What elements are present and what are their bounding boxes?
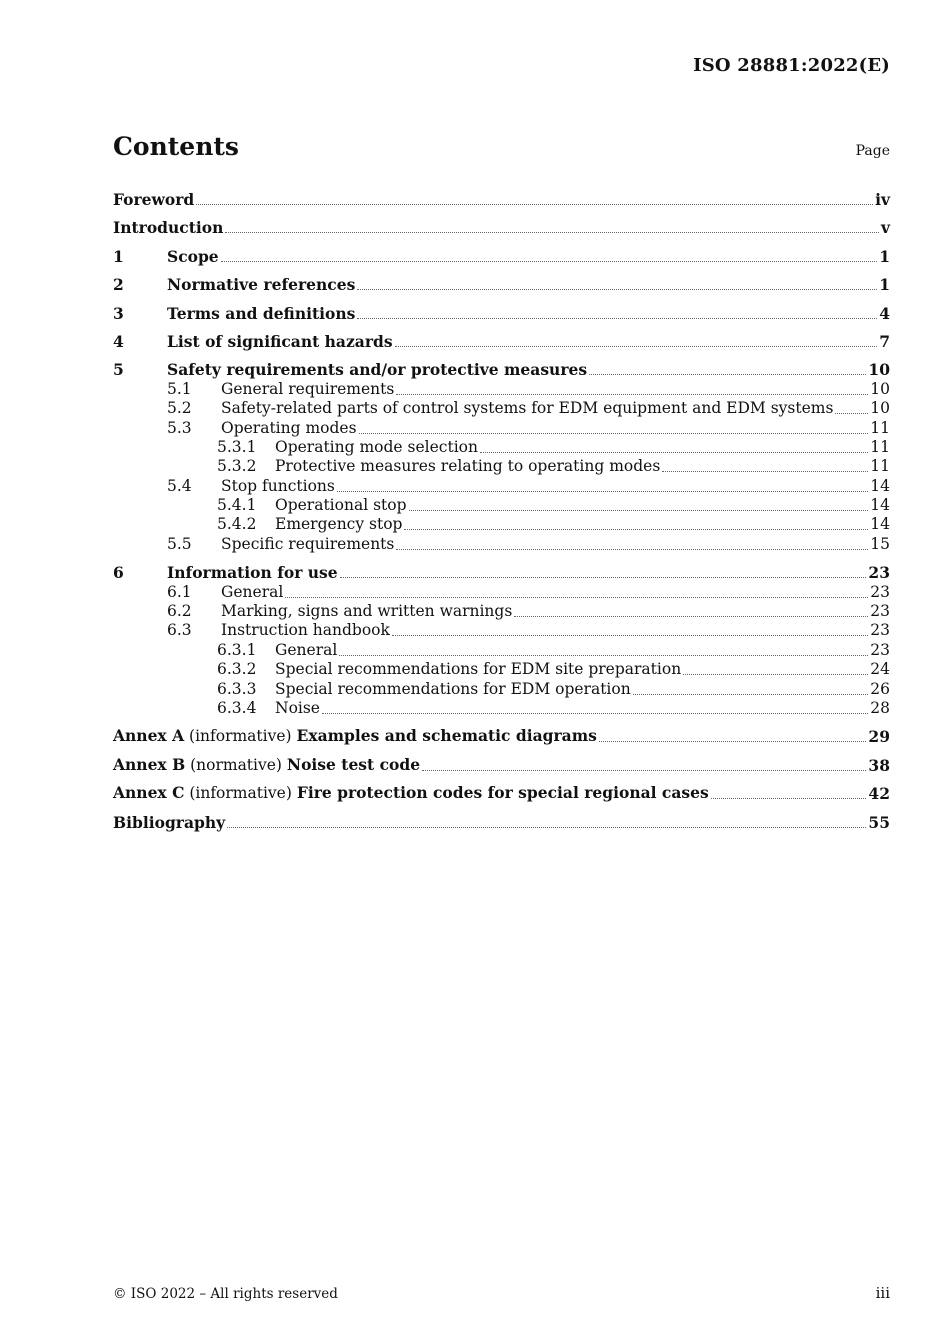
- toc-entry[interactable]: [113, 582, 890, 601]
- toc-entry[interactable]: [113, 602, 890, 621]
- toc-entry[interactable]: [113, 323, 890, 351]
- toc-entry-number: 6.3.4: [217, 698, 257, 717]
- toc-entry[interactable]: [113, 185, 890, 209]
- toc-entry-page: 15: [870, 534, 890, 553]
- toc-entry-page: 38: [868, 755, 890, 775]
- dot-leader: [396, 394, 868, 395]
- toc-entry-number: 1: [113, 246, 124, 266]
- toc-entry-label: Normative references: [167, 275, 356, 295]
- toc-entry-label: Specific requirements: [221, 534, 395, 553]
- toc-entry-page: v: [880, 218, 890, 238]
- toc-entry-page: 10: [868, 360, 890, 380]
- toc-entry-page: 29: [868, 727, 890, 747]
- toc-entry-page: 10: [870, 399, 890, 418]
- toc-entry[interactable]: [113, 496, 890, 515]
- toc-entry[interactable]: [113, 266, 890, 294]
- toc-entry-number: 5.3: [167, 418, 192, 437]
- dot-leader: [285, 597, 868, 598]
- annex-designation: Annex C: [113, 783, 185, 803]
- toc-entry[interactable]: [113, 237, 890, 265]
- toc-entry[interactable]: [113, 679, 890, 698]
- toc-entry-label: Terms and definitions: [167, 303, 356, 323]
- toc-entry-page: 11: [870, 457, 890, 476]
- dot-leader: [683, 674, 868, 675]
- toc-entry-page: 26: [870, 679, 890, 698]
- toc-entry-number: 5.4.2: [217, 515, 257, 534]
- dot-leader: [711, 798, 867, 799]
- toc-entry-number: 4: [113, 331, 124, 351]
- dot-leader: [662, 471, 868, 472]
- dot-leader: [357, 318, 877, 319]
- toc-entry-label: List of significant hazards: [167, 331, 393, 351]
- toc-entry-page: 14: [870, 515, 890, 534]
- toc-entry-label: Foreword: [113, 190, 195, 209]
- toc-entry-label: Operational stop: [275, 496, 407, 515]
- dot-leader: [221, 261, 878, 262]
- toc-entry-label: Scope: [167, 246, 219, 266]
- toc-entry-number: 6.3.2: [217, 660, 257, 679]
- dot-leader: [227, 827, 866, 828]
- toc-entry-page: 55: [868, 812, 890, 832]
- toc-entry[interactable]: [113, 457, 890, 476]
- toc-entry-page: 4: [879, 303, 890, 323]
- toc-entry-label: Emergency stop: [275, 515, 403, 534]
- document-id: ISO 28881:2022(E): [693, 55, 890, 76]
- dot-leader: [396, 549, 868, 550]
- toc-entry-label: General: [275, 640, 338, 659]
- dot-leader: [339, 655, 868, 656]
- toc-entry-page: 10: [870, 379, 890, 398]
- toc-entry[interactable]: [113, 746, 890, 774]
- toc-entry-label: Special recommendations for EDM site preparation: [275, 660, 682, 679]
- toc-entry-number: 6.2: [167, 602, 192, 621]
- annex-type: (informative): [184, 727, 297, 746]
- toc-entry-page: 14: [870, 496, 890, 515]
- toc-entry[interactable]: [113, 515, 890, 534]
- toc-entry-number: 6.3.1: [217, 640, 257, 659]
- toc-entry-page: 23: [870, 602, 890, 621]
- annex-title: Fire protection codes for special regional cases: [296, 783, 709, 803]
- toc-entry[interactable]: [113, 379, 890, 398]
- dot-leader: [337, 491, 868, 492]
- toc-entry[interactable]: [113, 775, 890, 803]
- toc-entry[interactable]: [113, 476, 890, 495]
- annex-title: Examples and schematic diagrams: [296, 726, 597, 746]
- toc-entry-number: 2: [113, 275, 124, 295]
- toc-entry-label: Special recommendations for EDM operation: [275, 679, 631, 698]
- toc-entry[interactable]: [113, 554, 890, 582]
- dot-leader: [196, 204, 873, 205]
- toc-entry[interactable]: [113, 418, 890, 437]
- dot-leader: [225, 232, 879, 233]
- toc-entry[interactable]: [113, 534, 890, 553]
- page-title: Contents: [113, 132, 240, 161]
- toc-entry-number: 6.3: [167, 621, 192, 640]
- toc-entry-page: 23: [870, 640, 890, 659]
- toc-entry-page: 14: [870, 476, 890, 495]
- toc-entry-number: 5: [113, 360, 124, 380]
- footer-page-number: iii: [875, 1284, 890, 1302]
- toc-entry-label: Instruction handbook: [221, 621, 390, 640]
- toc-entry-label: [113, 783, 709, 803]
- dot-leader: [409, 510, 869, 511]
- toc-entry-label: [113, 755, 420, 775]
- toc-entry-label: Information for use: [167, 563, 338, 583]
- toc-entry-number: 5.2: [167, 399, 192, 418]
- toc-entry-number: 5.1: [167, 379, 192, 398]
- toc-entry-label: Operating mode selection: [275, 437, 478, 456]
- toc-entry-number: 6.1: [167, 582, 192, 601]
- toc-entry[interactable]: [113, 699, 890, 718]
- table-of-contents: [113, 185, 890, 832]
- dot-leader: [322, 713, 868, 714]
- toc-entry-label: Safety-related parts of control systems for EDM equipment and EDM systems: [221, 399, 834, 418]
- toc-entry-number: 6: [113, 563, 124, 583]
- toc-entry[interactable]: [113, 294, 890, 322]
- toc-entry[interactable]: [113, 621, 890, 640]
- toc-entry-number: 3: [113, 303, 124, 323]
- toc-entry-label: Operating modes: [221, 418, 357, 437]
- toc-entry-page: 24: [870, 660, 890, 679]
- page-column-label: Page: [855, 143, 890, 159]
- toc-entry-page: iv: [875, 190, 890, 209]
- toc-entry-number: 5.5: [167, 534, 192, 553]
- toc-entry-label: Safety requirements and/or protective measures: [167, 360, 588, 380]
- dot-leader: [835, 413, 868, 414]
- toc-entry-label: Marking, signs and written warnings: [221, 602, 513, 621]
- toc-entry[interactable]: [113, 718, 890, 746]
- dot-leader: [395, 346, 878, 347]
- annex-designation: Annex A: [113, 726, 185, 746]
- toc-entry-label: General: [221, 582, 284, 601]
- toc-entry-page: 1: [879, 275, 890, 295]
- dot-leader: [589, 374, 866, 375]
- annex-type: (normative): [185, 755, 287, 774]
- toc-entry-page: 23: [868, 563, 890, 583]
- toc-entry-page: 28: [870, 698, 890, 717]
- toc-entry-label: Bibliography: [113, 812, 226, 832]
- dot-leader: [633, 694, 869, 695]
- toc-entry[interactable]: [113, 660, 890, 679]
- toc-entry-number: 5.3.1: [217, 437, 257, 456]
- annex-designation: Annex B: [113, 754, 186, 774]
- annex-type: (informative): [184, 784, 297, 803]
- toc-entry-label: Protective measures relating to operating modes: [275, 457, 661, 476]
- dot-leader: [599, 741, 867, 742]
- toc-entry-page: 7: [879, 331, 890, 351]
- dot-leader: [392, 635, 868, 636]
- toc-entry[interactable]: [113, 640, 890, 659]
- toc-entry-page: 23: [870, 582, 890, 601]
- toc-entry-label: General requirements: [221, 379, 395, 398]
- toc-entry-page: 11: [870, 418, 890, 437]
- toc-entry[interactable]: [113, 351, 890, 379]
- dot-leader: [340, 577, 867, 578]
- dot-leader: [514, 616, 868, 617]
- toc-entry[interactable]: [113, 803, 890, 831]
- annex-title: Noise test code: [286, 754, 421, 774]
- toc-entry-number: 5.4.1: [217, 496, 257, 515]
- dot-leader: [422, 770, 866, 771]
- toc-entry[interactable]: [113, 209, 890, 237]
- dot-leader: [357, 289, 877, 290]
- toc-entry-page: 42: [868, 784, 890, 804]
- toc-entry-number: 5.4: [167, 476, 192, 495]
- toc-entry-label: [113, 726, 597, 746]
- dot-leader: [404, 529, 868, 530]
- dot-leader: [480, 452, 868, 453]
- dot-leader: [359, 433, 869, 434]
- toc-entry-label: Introduction: [113, 218, 224, 238]
- toc-entry-number: 5.3.2: [217, 457, 257, 476]
- toc-entry[interactable]: [113, 438, 890, 457]
- toc-entry-number: 6.3.3: [217, 679, 257, 698]
- footer-copyright: © ISO 2022 – All rights reserved: [113, 1286, 338, 1302]
- toc-entry[interactable]: [113, 399, 890, 418]
- toc-entry-page: 11: [870, 437, 890, 456]
- toc-entry-label: Noise: [275, 698, 320, 717]
- toc-entry-page: 1: [879, 246, 890, 266]
- toc-entry-label: Stop functions: [221, 476, 335, 495]
- toc-entry-page: 23: [870, 621, 890, 640]
